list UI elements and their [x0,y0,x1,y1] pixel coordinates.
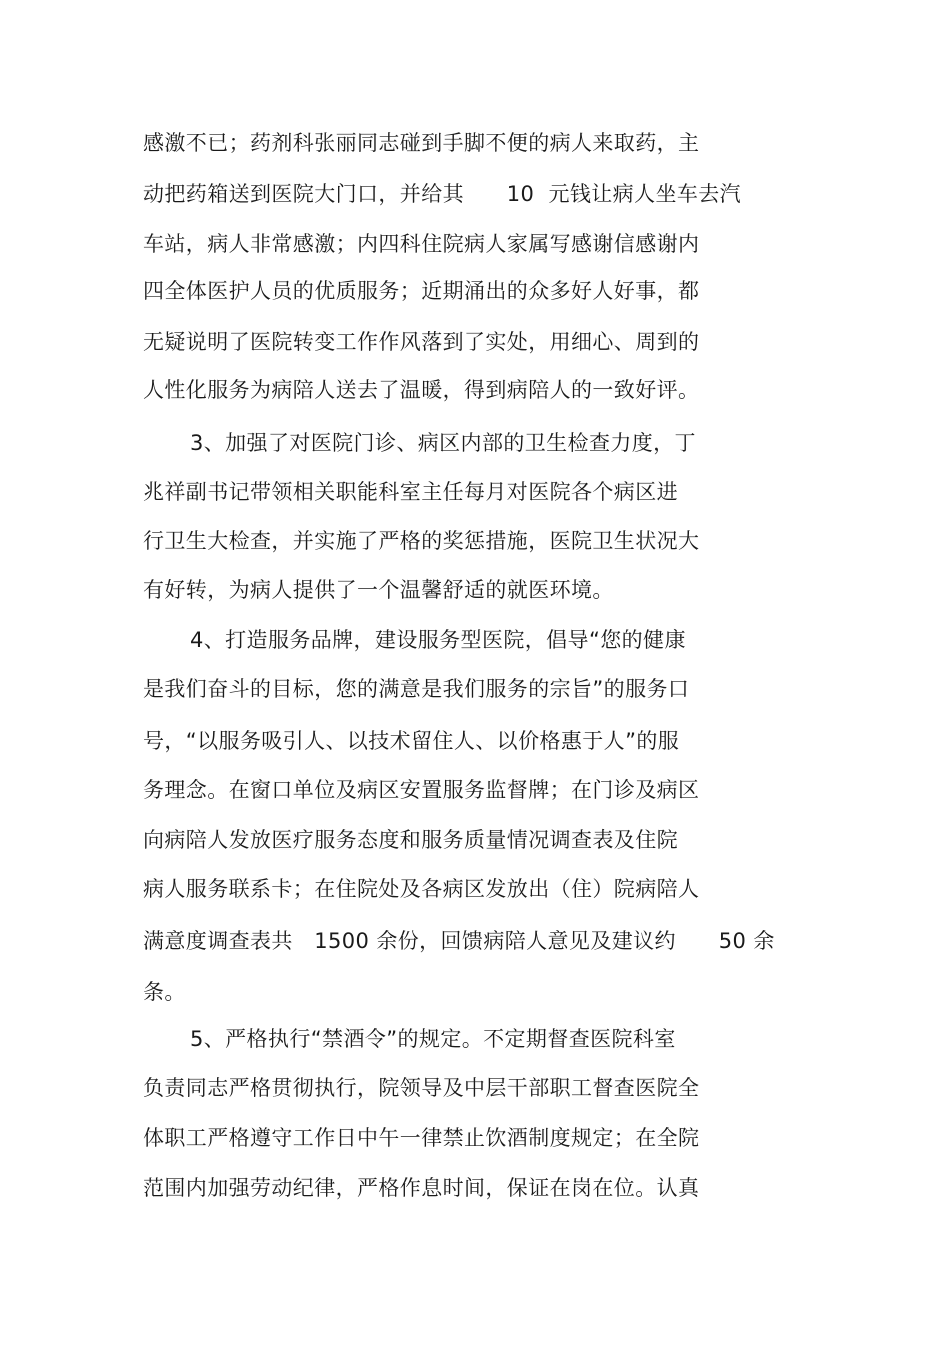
text-line: 有好转，为病人提供了一个温馨舒适的就医环境。 [143,578,614,602]
text-line: 病人服务联系卡；在住院处及各病区发放出（住）院病陪人 [143,877,700,901]
text-line: 人性化服务为病陪人送去了温暖，得到病陪人的一致好评。 [143,378,700,402]
text-line: 向病陪人发放医疗服务态度和服务质量情况调查表及住院 [143,828,678,852]
text-line: 感激不已；药剂科张丽同志碰到手脚不便的病人来取药，主 [143,131,700,155]
text-line: 体职工严格遵守工作日中午一律禁止饮酒制度规定；在全院 [143,1126,700,1150]
text-line: 无疑说明了医院转变工作作风落到了实处，用细心、周到的 [143,330,700,354]
text-line: 务理念。在窗口单位及病区安置服务监督牌；在门诊及病区 [143,778,700,802]
text-line: 条。 [143,980,186,1004]
paragraph-5-first-line: 5、严格执行“禁酒令”的规定。不定期督查医院科室 [190,1027,676,1051]
text-line: 车站，病人非常感激；内四科住院病人家属写感谢信感谢内 [143,232,700,256]
text-line: 兆祥副书记带领相关职能科室主任每月对医院各个病区进 [143,480,678,504]
text-line: 范围内加强劳动纪律，严格作息时间，保证在岗在位。认真 [143,1176,700,1200]
paragraph-3-first-line: 3、加强了对医院门诊、病区内部的卫生检查力度，丁 [190,431,696,455]
text-line: 是我们奋斗的目标，您的满意是我们服务的宗旨”的服务口 [143,677,690,701]
text-line: 满意度调查表共 1500 余份，回馈病陪人意见及建议约 50 余 [143,929,775,953]
text-line: 四全体医护人员的优质服务；近期涌出的众多好人好事，都 [143,279,700,303]
paragraph-4-first-line: 4、打造服务品牌，建设服务型医院，倡导“您的健康 [190,628,686,652]
text-line: 负责同志严格贯彻执行，院领导及中层干部职工督查医院全 [143,1076,700,1100]
text-line: 号，“以服务吸引人、以技术留住人、以价格惠于人”的服 [143,729,680,753]
text-line: 动把药箱送到医院大门口，并给其 10 元钱让病人坐车去汽 [143,182,742,206]
text-line: 行卫生大检查，并实施了严格的奖惩措施，医院卫生状况大 [143,529,700,553]
